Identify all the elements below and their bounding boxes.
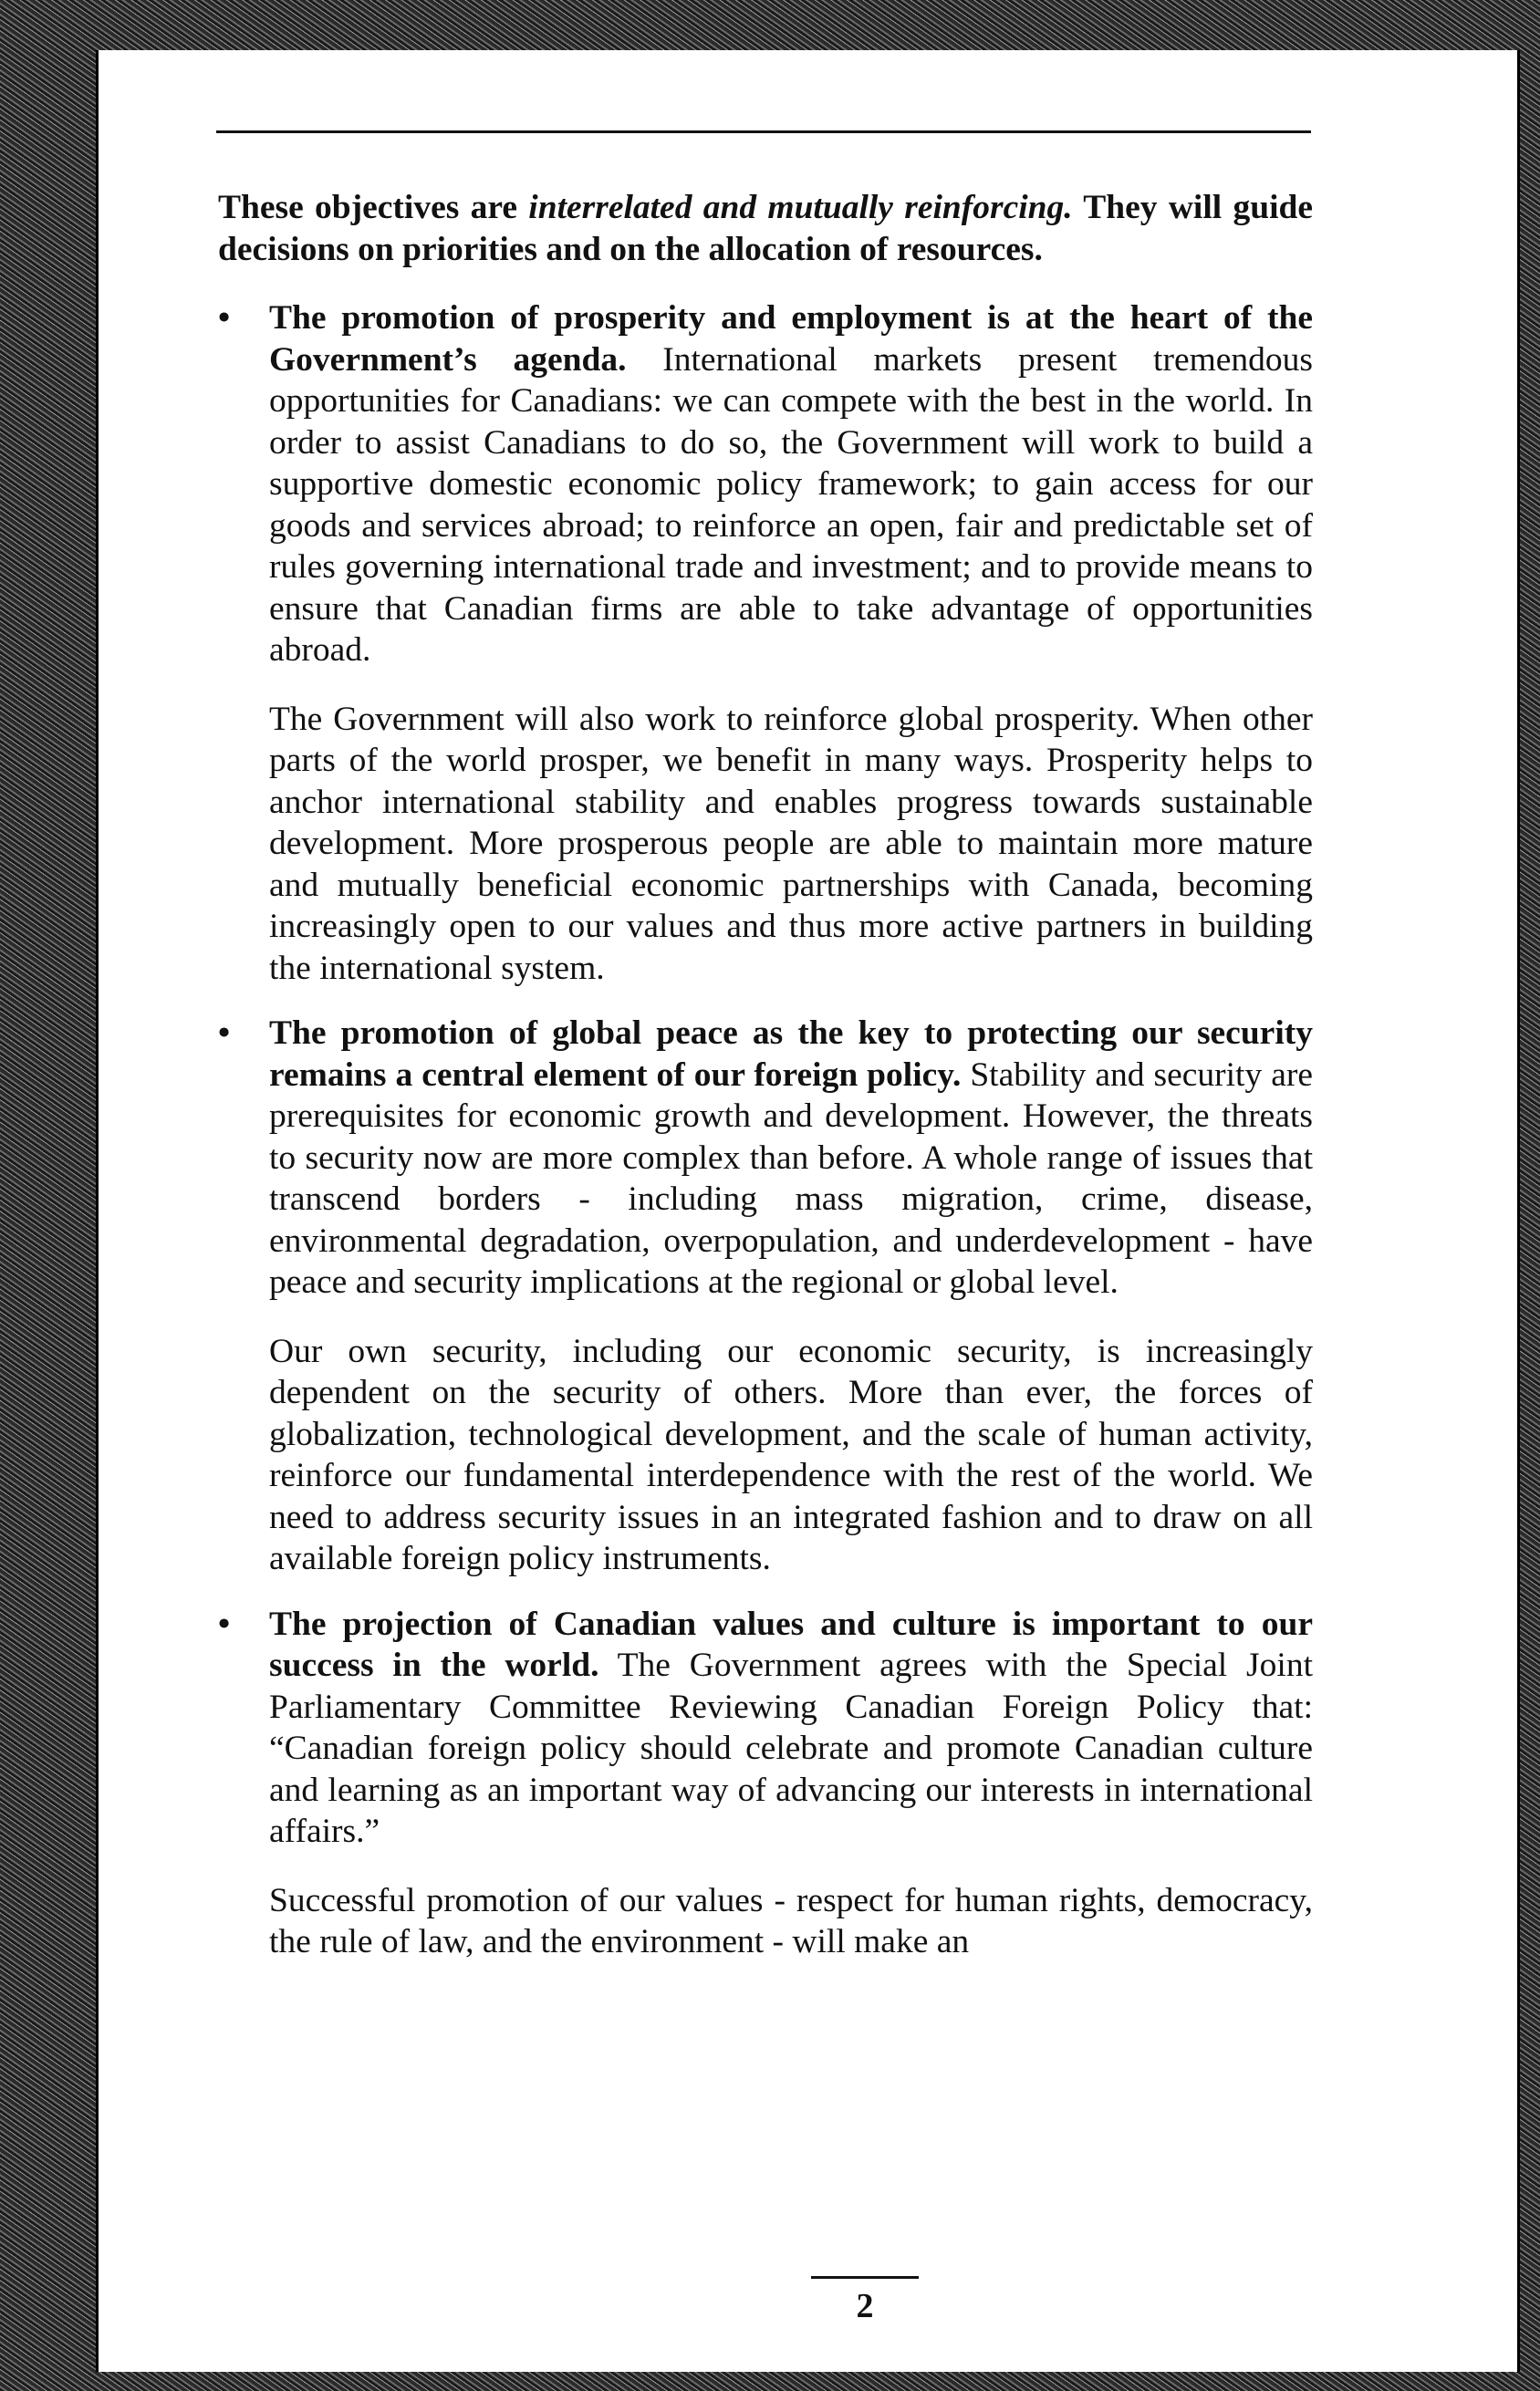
- bullet-followup: The Government will also work to reinforce global prosperity. When other parts of the world prosper, we benefit in many ways. Prosperity helps to anchor international stability and enables progress towards sustainable development. More prosperous people are able to maintain more mature and mutually beneficial economic partnerships with Canada, becoming increasingly open to our values and thus more active partners in building the international system.: [269, 700, 1313, 987]
- bullet-security: [218, 1013, 1313, 1580]
- intro-text: These objectives are: [218, 189, 529, 226]
- bullet-text: Stability and security are prerequisites for economic growth and development. However, the threats to security now are more complex than before. A whole range of issues that transcend borders - including mass migration, crime, disease, environmental degradation, overpopulation, and underdevelopment - have peace and security implications at the regional or global level.: [269, 1055, 1313, 1301]
- intro-paragraph: [218, 187, 1313, 270]
- bullet-text: International markets present tremendous opportunities for Canadians: we can compete with the best in the world. In order to assist Canadians to do so, the Government will work to build a supportive domestic economic policy framework; to gain access for our goods and services abroad; to reinforce an open, fair and predictable set of rules governing international trade and investment; and to provide means to ensure that Canadian firms are able to take advantage of opportunities abroad.: [269, 340, 1313, 669]
- bullet-paragraph: [269, 297, 1313, 671]
- bullet-paragraph: [269, 1013, 1313, 1304]
- header-rule: [216, 130, 1311, 133]
- bullet-lead: The promotion of global peace as the key to protecting our security remains a central element of our foreign policy.: [269, 1014, 1313, 1094]
- bullet-paragraph: [269, 1604, 1313, 1853]
- intro-text-end: They will guide decisions on priorities and on the allocation of resources.: [218, 189, 1313, 268]
- bullet-marker: •: [218, 1605, 231, 1643]
- page-number: 2: [856, 2287, 874, 2325]
- bullet-text: The Government agrees with the Special Joint Parliamentary Committee Reviewing Canadian Foreign Policy that: “Canadian foreign policy should celebrate and promote Canadian culture and learning as an important way of advancing our interests in international affairs.”: [269, 1647, 1313, 1850]
- footer-rule: [811, 2276, 919, 2279]
- bullet-followup: Successful promotion of our values - respect for human rights, democracy, the rule of law, and the environment - will make an: [269, 1881, 1313, 1960]
- bullet-lead: The promotion of prosperity and employment is at the heart of the Government’s agenda.: [269, 299, 1313, 379]
- page-body: [218, 187, 1313, 1987]
- bullet-lead: The projection of Canadian values and culture is important to our success in the world.: [269, 1605, 1313, 1684]
- bullet-marker: •: [218, 299, 231, 337]
- intro-emphasis: interrelated and mutually reinforcing.: [528, 189, 1073, 226]
- bullet-followup: Our own security, including our economic security, is increasingly dependent on the security of others. More than ever, the forces of globalization, technological development, and the scale of human activity, reinforce our fundamental interdependence with the rest of the world. We need to address security issues in an integrated fashion and to draw on all available foreign policy instruments.: [269, 1332, 1313, 1577]
- bullet-values: [218, 1604, 1313, 1963]
- bullet-prosperity: [218, 297, 1313, 989]
- bullet-marker: •: [218, 1014, 231, 1052]
